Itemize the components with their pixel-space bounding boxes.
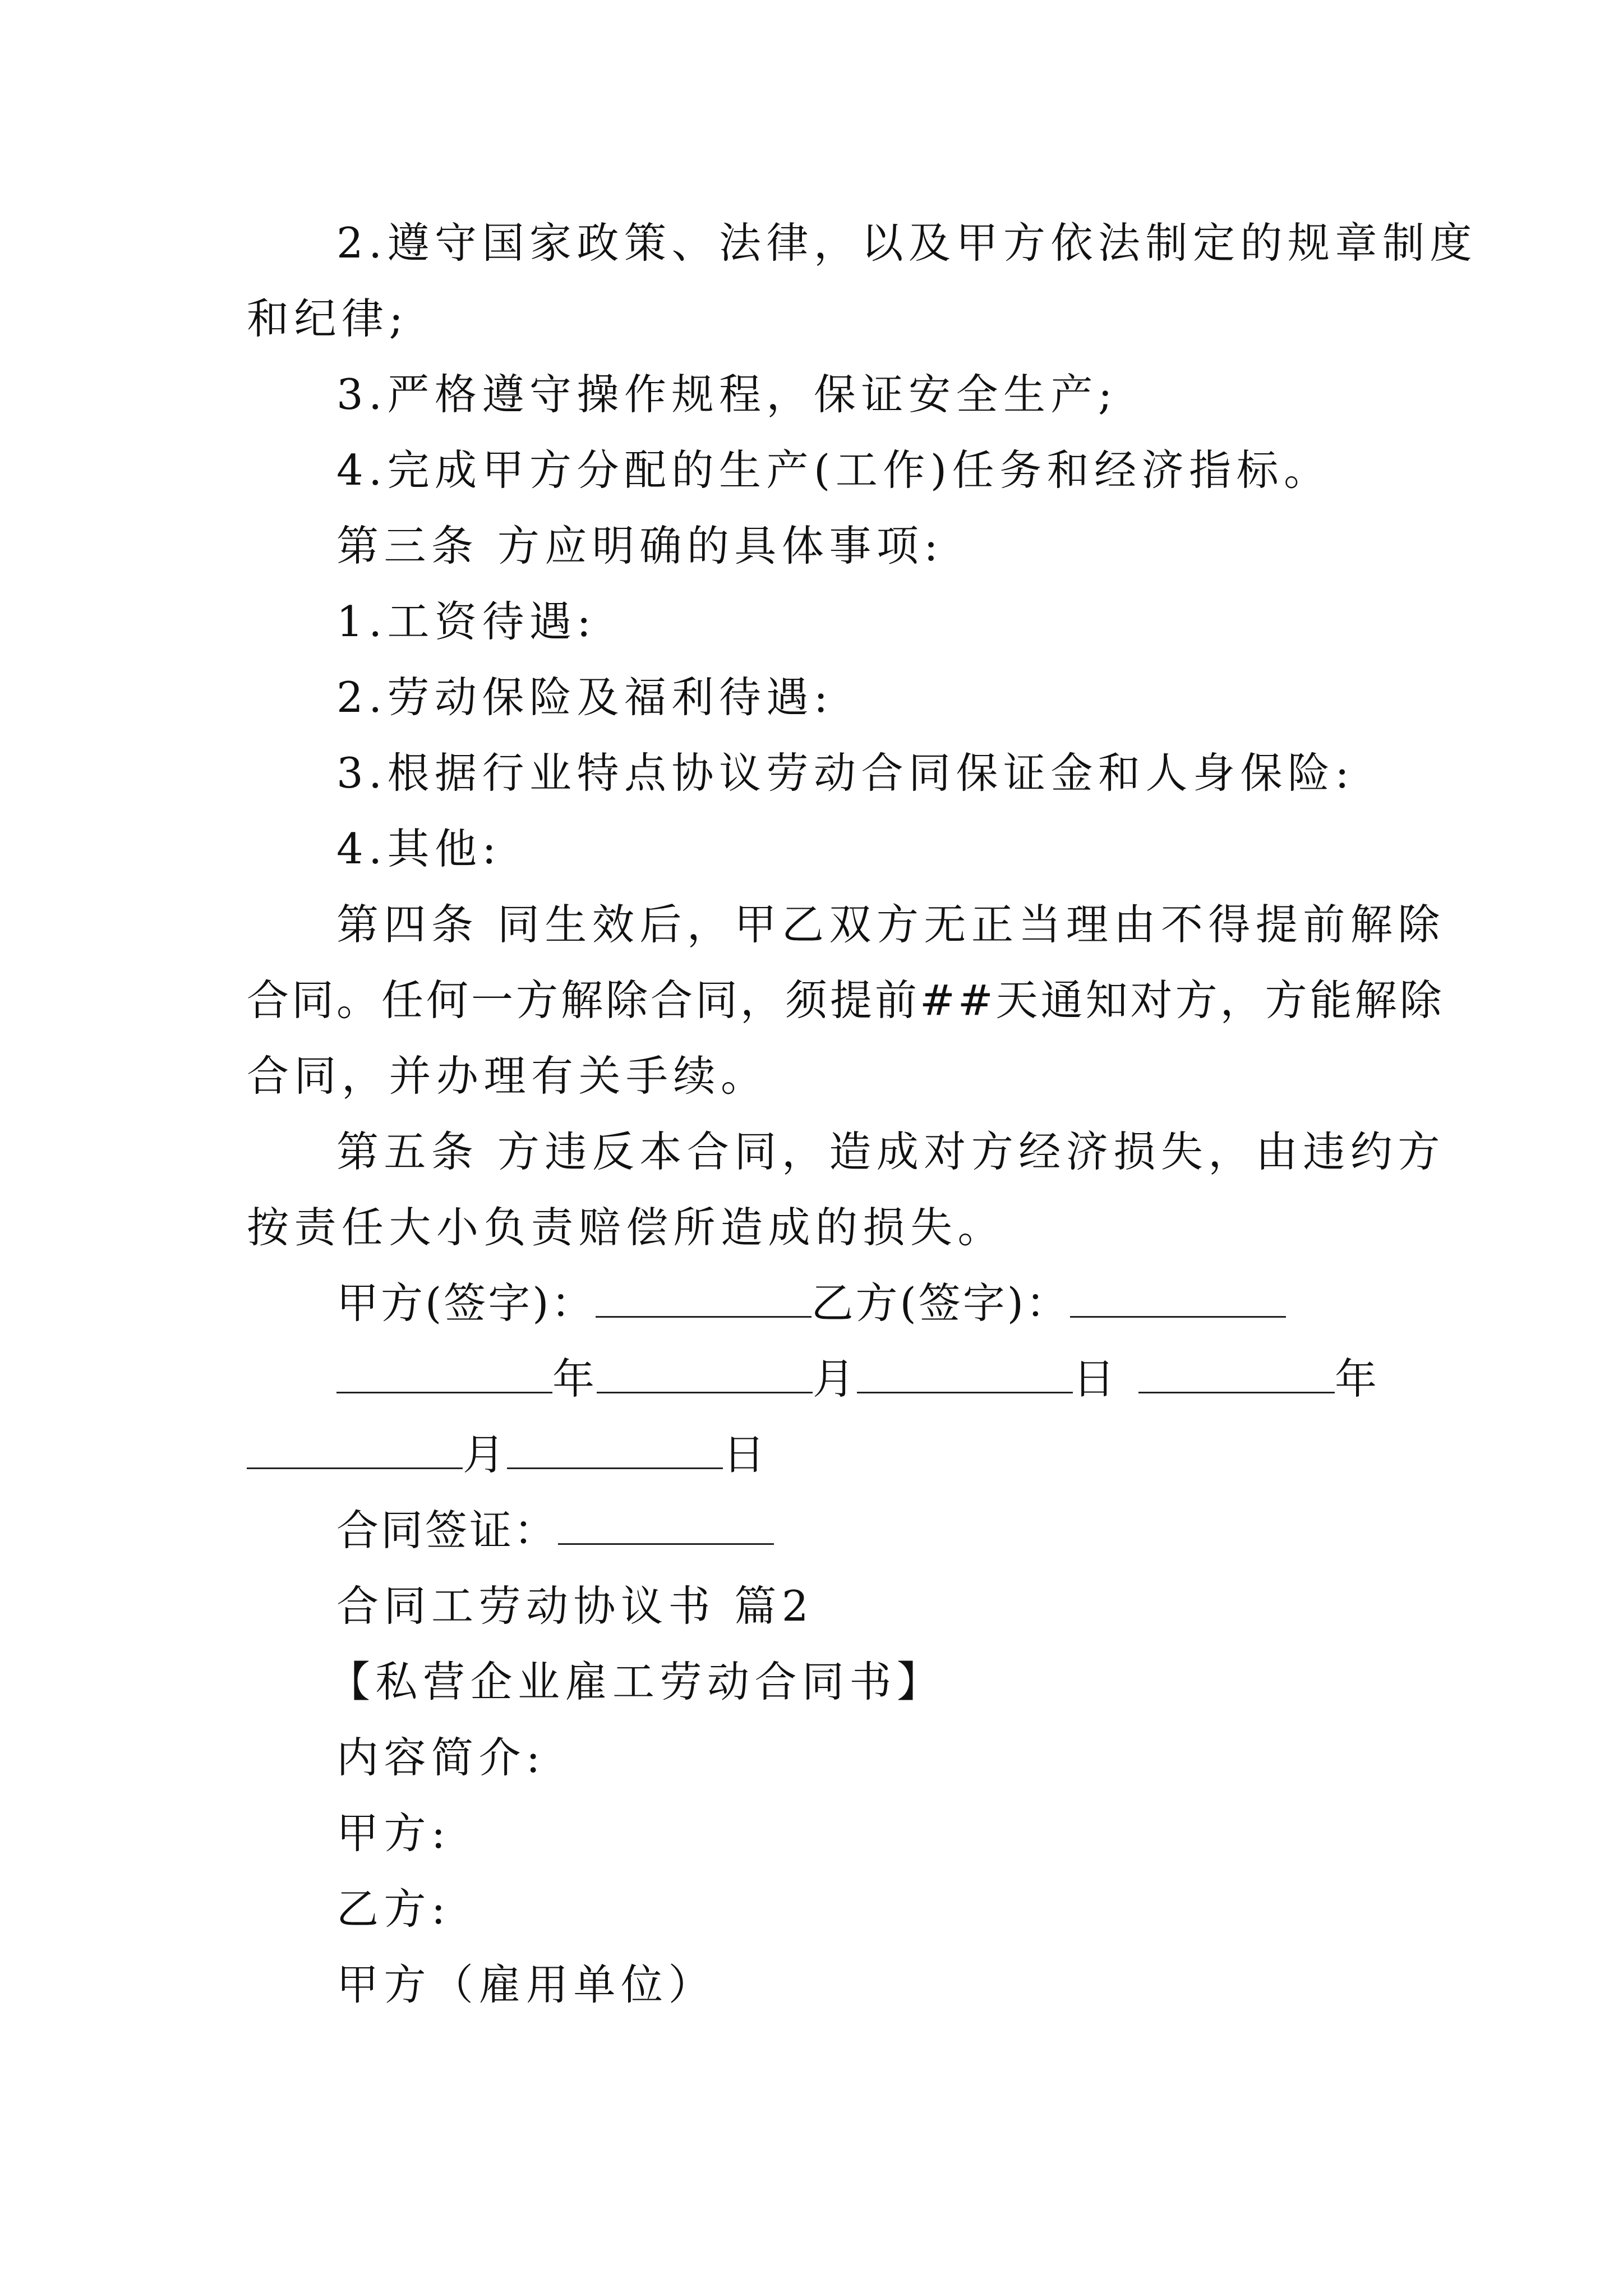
signature-line bbox=[336, 1278, 1286, 1328]
party-b-label: 乙方: bbox=[336, 1884, 451, 1934]
paragraph-line: 2.遵守国家政策、法律，以及甲方依法制定的规章制度 bbox=[336, 218, 1478, 268]
party-a-signature-blank[interactable] bbox=[596, 1280, 811, 1318]
year-blank[interactable] bbox=[1138, 1356, 1335, 1393]
section-subtitle: 【私营企业雇工劳动合同书】 bbox=[328, 1657, 944, 1706]
year-label: 年 bbox=[552, 1354, 597, 1404]
day-label: 日 bbox=[1073, 1354, 1118, 1404]
month-blank[interactable] bbox=[597, 1356, 813, 1393]
paragraph-line: 合同，并办理有关手续。 bbox=[247, 1051, 768, 1101]
date-line bbox=[336, 1354, 1379, 1404]
paragraph-line: 第四条 同生效后，甲乙双方无正当理由不得提前解除 bbox=[336, 900, 1445, 949]
list-item: 1.工资待遇: bbox=[336, 597, 597, 646]
paragraph-line: 按责任大小负责赔偿所造成的损失。 bbox=[247, 1203, 1006, 1252]
certification-label: 合同签证： bbox=[336, 1506, 559, 1555]
day-label: 日 bbox=[723, 1430, 768, 1479]
paragraph-line: 4.完成甲方分配的生产(工作)任务和经济指标。 bbox=[336, 445, 1331, 495]
paragraph-line: 第五条 方违反本合同，造成对方经济损失，由违约方 bbox=[336, 1127, 1445, 1176]
article-heading: 第三条 方应明确的具体事项: bbox=[336, 521, 944, 570]
section-title: 合同工劳动协议书 篇2 bbox=[336, 1581, 814, 1631]
month-blank[interactable] bbox=[247, 1432, 463, 1469]
party-a-label: 甲方: bbox=[336, 1809, 451, 1858]
list-item: 2.劳动保险及福利待遇: bbox=[336, 673, 833, 722]
date-line bbox=[247, 1429, 767, 1480]
list-item: 3.根据行业特点协议劳动合同保证金和人身保险: bbox=[336, 748, 1355, 798]
party-a-signature-label: 甲方(签字)： bbox=[336, 1278, 596, 1328]
party-b-signature-label: 乙方(签字)： bbox=[811, 1278, 1071, 1328]
year-label: 年 bbox=[1335, 1354, 1380, 1404]
day-blank[interactable] bbox=[507, 1432, 723, 1469]
paragraph-line: 和纪律; bbox=[247, 294, 409, 343]
paragraph-line: 3.严格遵守操作规程，保证安全生产; bbox=[336, 370, 1118, 419]
list-item: 4.其他: bbox=[336, 824, 502, 873]
year-blank[interactable] bbox=[336, 1356, 552, 1393]
party-a-employer-label: 甲方（雇用单位） bbox=[336, 1960, 716, 2009]
month-label: 月 bbox=[813, 1354, 857, 1404]
certification-line bbox=[336, 1505, 774, 1556]
intro-label: 内容简介: bbox=[336, 1733, 546, 1782]
day-blank[interactable] bbox=[857, 1356, 1073, 1393]
certification-blank[interactable] bbox=[558, 1507, 774, 1545]
party-b-signature-blank[interactable] bbox=[1070, 1280, 1286, 1318]
month-label: 月 bbox=[463, 1430, 508, 1479]
paragraph-line: 合同。任何一方解除合同，须提前##天通知对方，方能解除 bbox=[247, 976, 1445, 1025]
